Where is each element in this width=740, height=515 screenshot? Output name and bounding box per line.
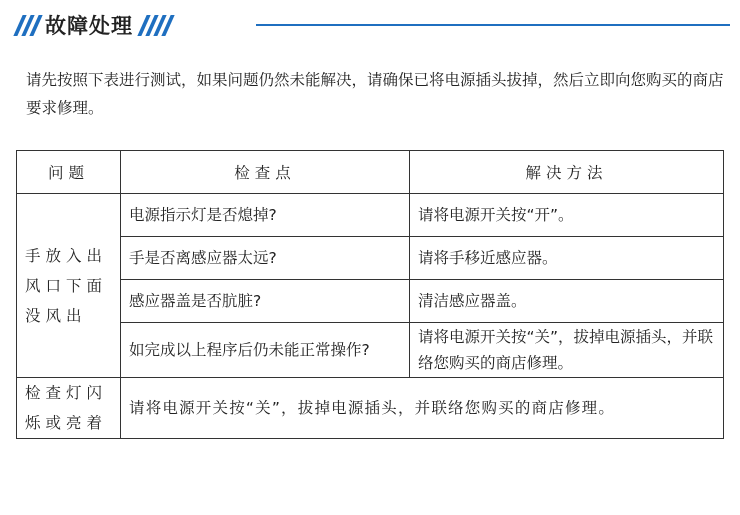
solution-cell: 请将电源开关按“关”，拔掉电源插头，并联络您购买的商店修理。 bbox=[410, 323, 724, 378]
check-cell: 手是否离感应器太远? bbox=[121, 237, 410, 280]
solution-cell: 请将电源开关按“关”，拔掉电源插头，并联络您购买的商店修理。 bbox=[121, 378, 724, 439]
table-row bbox=[17, 378, 724, 439]
table-row bbox=[17, 237, 724, 280]
table-header-row bbox=[17, 151, 724, 194]
section-title: 故障处理 bbox=[45, 14, 133, 38]
check-cell: 如完成以上程序后仍未能正常操作? bbox=[121, 323, 410, 378]
solution-cell: 请将手移近感应器。 bbox=[410, 237, 724, 280]
troubleshooting-table bbox=[16, 150, 724, 439]
table-row bbox=[17, 280, 724, 323]
check-cell: 感应器盖是否肮脏? bbox=[121, 280, 410, 323]
slash-decoration-left bbox=[18, 15, 42, 36]
header-problem: 问题 bbox=[17, 151, 121, 194]
section-header bbox=[18, 8, 174, 42]
slash-decoration-right bbox=[142, 15, 174, 36]
table-row bbox=[17, 194, 724, 237]
header-divider bbox=[256, 24, 730, 26]
header-check: 检查点 bbox=[121, 151, 410, 194]
solution-cell: 请将电源开关按“开”。 bbox=[410, 194, 724, 237]
problem-no-airflow: 手放入出 风口下面 没风出 bbox=[17, 194, 121, 378]
check-cell: 电源指示灯是否熄掉? bbox=[121, 194, 410, 237]
intro-paragraph: 请先按照下表进行测试，如果问题仍然未能解决，请确保已将电源插头拔掉，然后立即向您购买的商店要求修理。 bbox=[26, 71, 724, 117]
table-row bbox=[17, 323, 724, 378]
problem-indicator-blinking: 检查灯闪 烁或亮着 bbox=[17, 378, 121, 439]
solution-cell: 清洁感应器盖。 bbox=[410, 280, 724, 323]
header-solution: 解决方法 bbox=[410, 151, 724, 194]
